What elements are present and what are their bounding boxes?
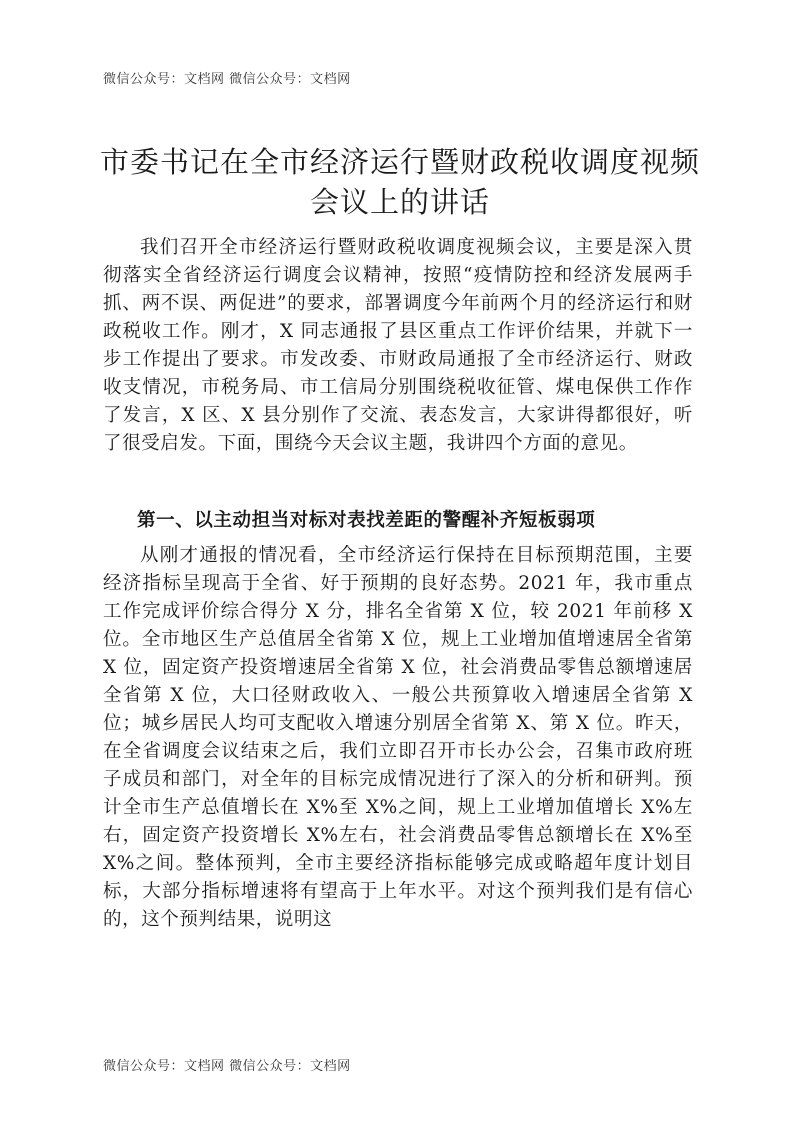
page-footer: 微信公众号：文档网 微信公众号：文档网: [103, 1059, 351, 1074]
document-title: 市委书记在全市经济运行暨财政税收调度视频会议上的讲话: [100, 145, 701, 219]
section-paragraph: 从刚才通报的情况看，全市经济运行保持在目标预期范围，主要经济指标呈现高于全省、好于预期的良好态势。2021 年，我市重点工作完成评价综合得分 X 分，排名全省第 X 位，较 2021 年前移 X 位。全市地区生产总值居全省第 X 位，规上工业增加值增速居全省第 X 位，固定资产投资增速居全省第 X 位，社会消费品零售总额增速居全省第 X 位，大口径财政收入、一般公共预算收入增速居全省第 X 位；城乡居民人均可支配收入增速分别居全省第 X、第 X 位。昨天，在全省调度会议结束之后，我们立即召开市长办公会，召集市政府班子成员和部门，对全年的目标完成情况进行了深入的分析和研判。预计全市生产总值增长在 X%至 X%之间，规上工业增加值增长 X%左右，固定资产投资增长 X%左右，社会消费品零售总额增长在 X%至 X%之间。整体预判，全市主要经济指标能够完成或略超年度计划目标，大部分指标增速将有望高于上年水平。对这个预判我们是有信心的，这个预判结果，说明这: [103, 545, 693, 930]
page-header: 微信公众号：文档网 微信公众号：文档网: [103, 72, 351, 87]
section-heading: 第一、以主动担当对标对表找差距的警醒补齐短板弱项: [137, 510, 596, 531]
intro-paragraph: 我们召开全市经济运行暨财政税收调度视频会议，主要是深入贯彻落实全省经济运行调度会议精神，按照“疫情防控和经济发展两手抓、两不误、两促进”的要求，部署调度今年前两个月的经济运行和财政税收工作。刚才，X 同志通报了县区重点工作评价结果，并就下一步工作提出了要求。市发改委、市财政局通报了全市经济运行、财政收支情况，市税务局、市工信局分别围绕税收征管、煤电保供工作作了发言，X 区、X 县分别作了交流、表态发言，大家讲得都很好，听了很受启发。下面，围绕今天会议主题，我讲四个方面的意见。: [103, 237, 693, 454]
